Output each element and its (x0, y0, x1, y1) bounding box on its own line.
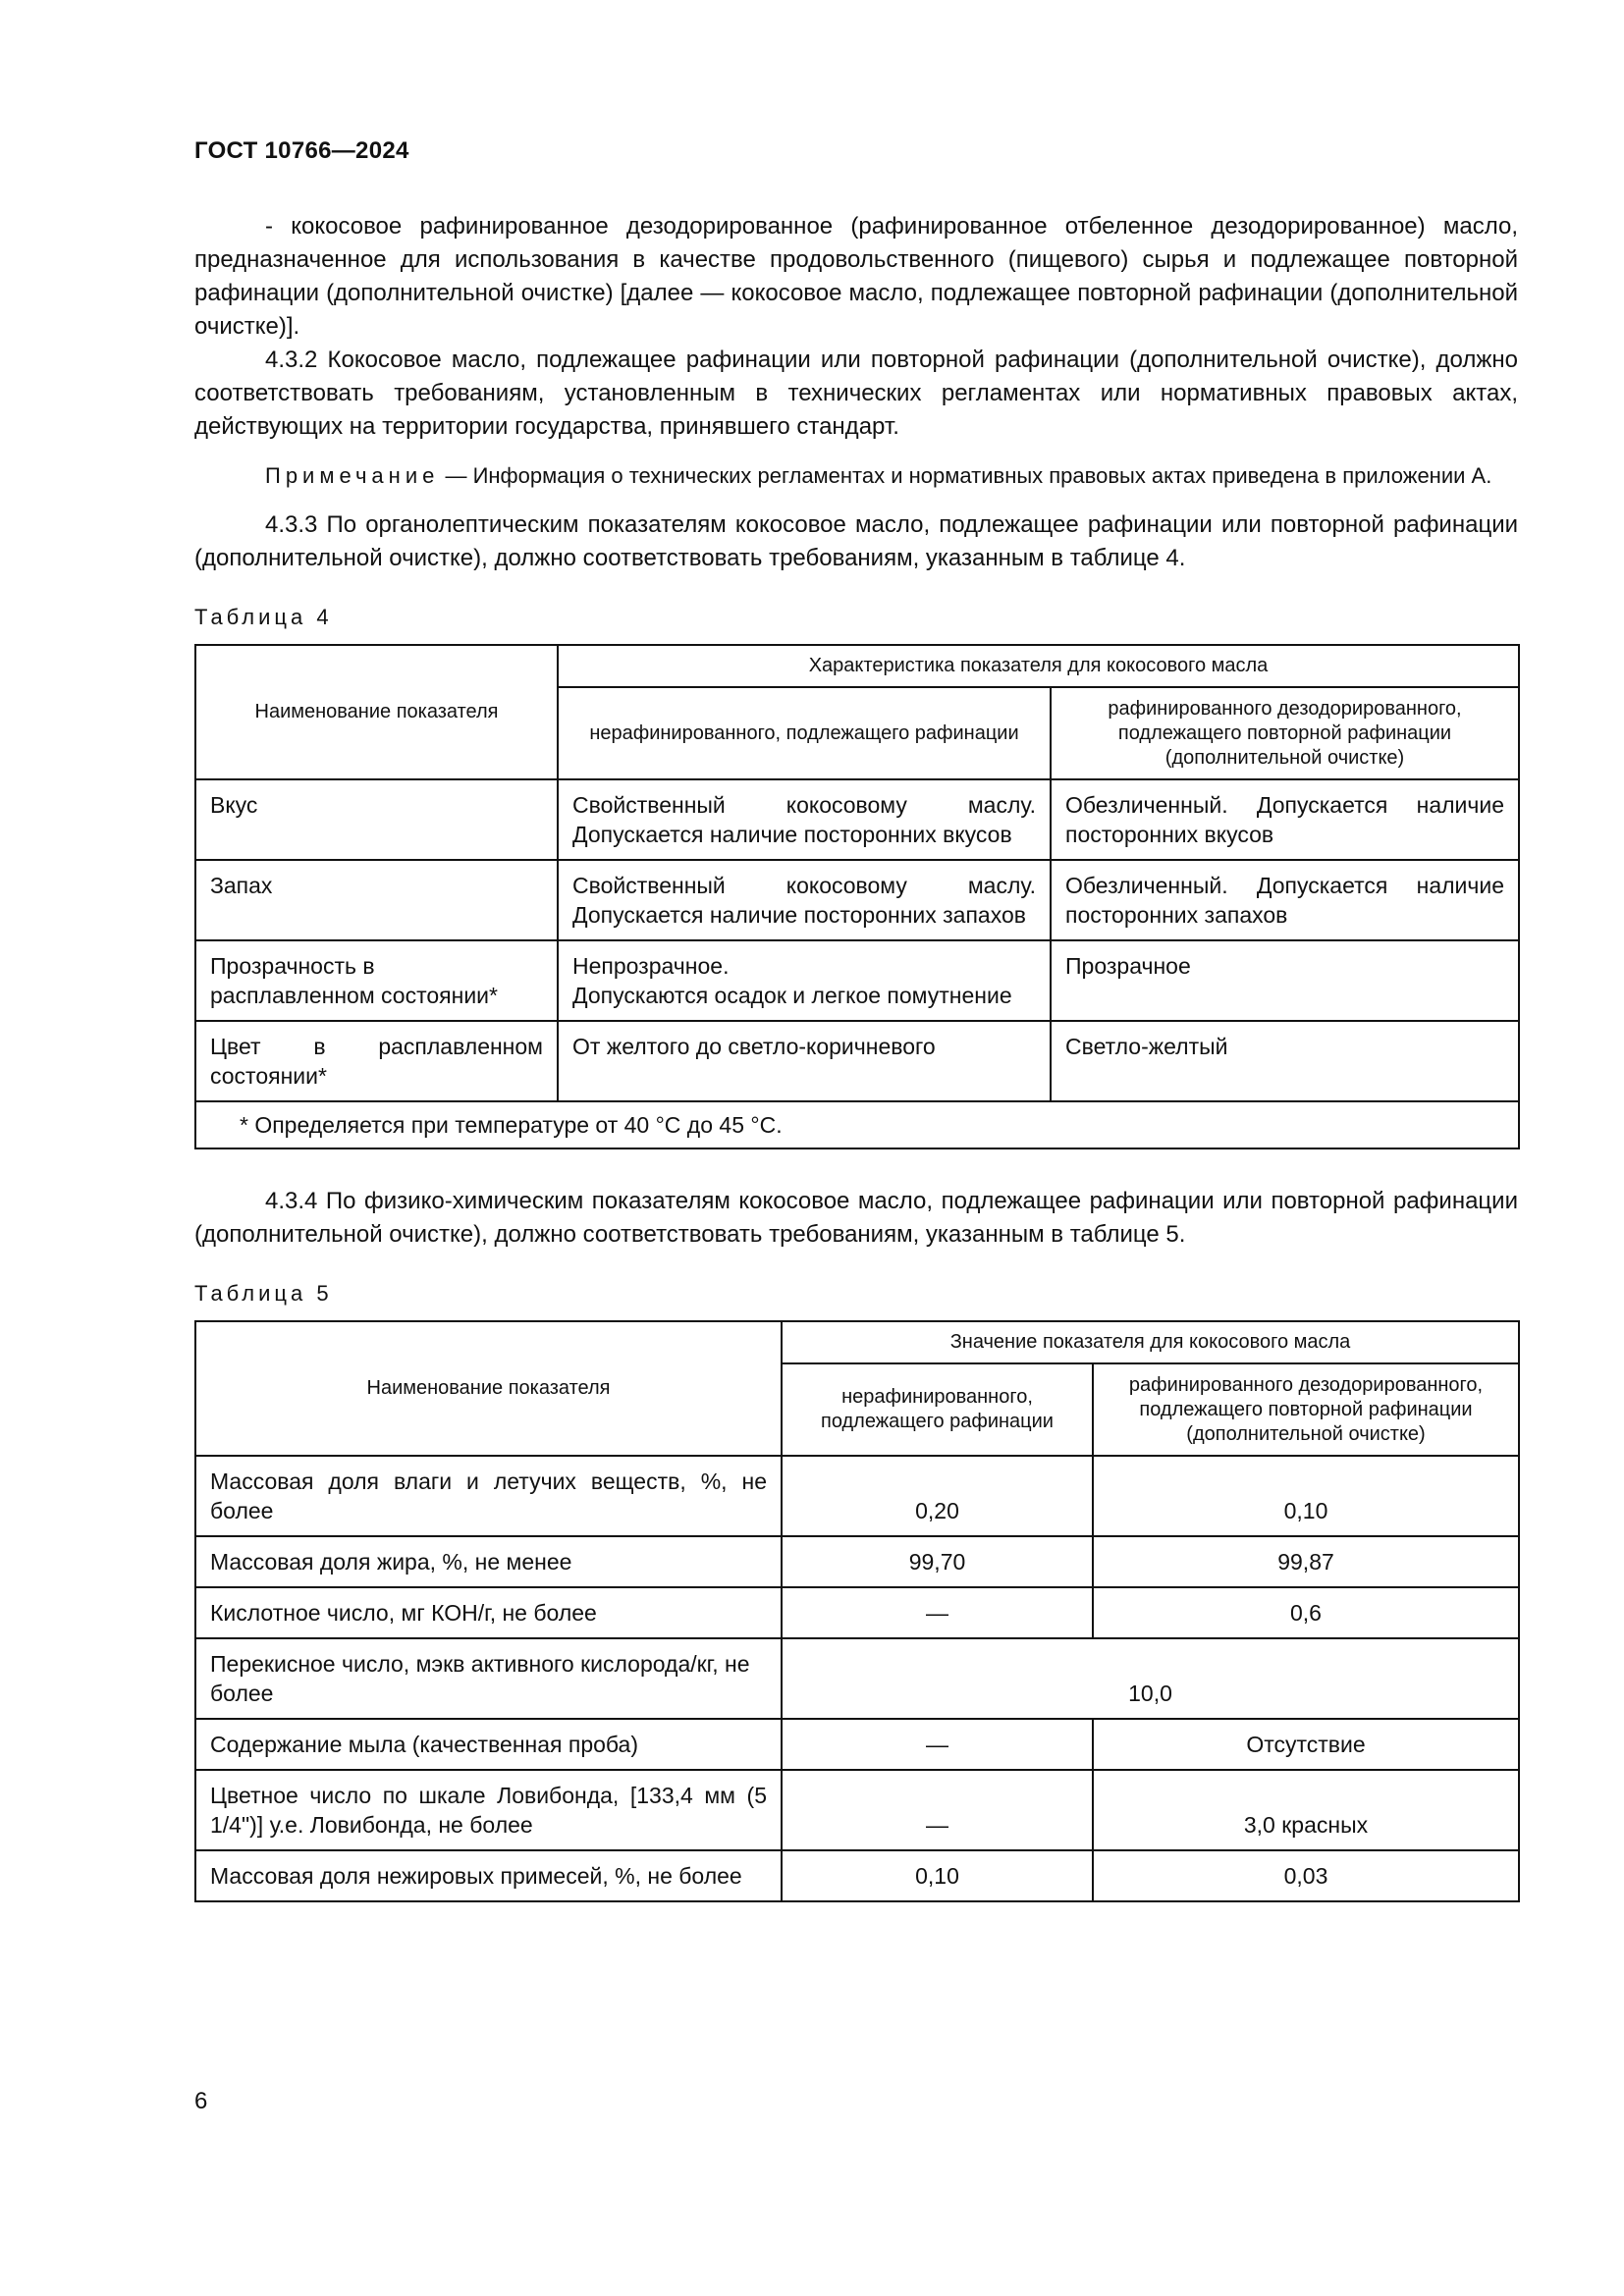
paragraph-list-item: - кокосовое рафинированное дезодорированное (рафинированное отбеленное дезодорированное) масло, предназначенное для использования в качестве продовольственного (пищевого) сырья и подлежащее повторной рафинации (дополнительной очистке) [далее — кокосовое масло, подлежащее повторной рафинации (дополнительной очистке)]. (194, 213, 1518, 340)
table-4-header-group: Характеристика показателя для кокосового масла (558, 645, 1519, 687)
table-row (195, 940, 1519, 1021)
cell-unrefined: — (782, 1770, 1093, 1850)
cell-name: Цветное число по шкале Ловибонда, [133,4 мм (5 1/4")] у.е. Ловибонда, не более (195, 1770, 782, 1850)
cell-name: Вкус (195, 779, 558, 860)
table-row (195, 779, 1519, 860)
cell-name: Массовая доля влаги и летучих веществ, %, не более (195, 1456, 782, 1536)
table-row (195, 1021, 1519, 1101)
cell-refined: 99,87 (1093, 1536, 1519, 1587)
page-number: 6 (194, 2088, 208, 2114)
cell-merged: 10,0 (782, 1638, 1519, 1719)
table-5-caption: Таблица 5 (194, 1281, 333, 1306)
note-label: Примечание (265, 463, 440, 488)
table-row (195, 1456, 1519, 1536)
paragraph-4-3-4: 4.3.4 По физико-химическим показателям кокосовое масло, подлежащее рафинации или повторной рафинации (дополнительной очистке), должно соответствовать требованиям, указанным в таблице 5. (194, 1188, 1518, 1248)
note-text: — Информация о технических регламентах и нормативных правовых актах приведена в приложении А. (439, 463, 1492, 488)
cell-unrefined: 0,20 (782, 1456, 1093, 1536)
table-4-header-unrefined: нерафинированного, подлежащего рафинации (558, 687, 1051, 779)
cell-refined: 0,03 (1093, 1850, 1519, 1901)
table-4-header-name: Наименование показателя (195, 645, 558, 779)
table-5-header-name: Наименование показателя (195, 1321, 782, 1456)
paragraph-4-3-2: 4.3.2 Кокосовое масло, подлежащее рафинации или повторной рафинации (дополнительной очистке), должно соответствовать требованиям, установленным в технических регламентах или нормативных правовых актах, действующих на территории государства, принявшего стандарт. (194, 347, 1518, 440)
cell-name: Запах (195, 860, 558, 940)
table-row (195, 1587, 1519, 1638)
table-footnote-row (195, 1101, 1519, 1148)
cell-name: Кислотное число, мг КОН/г, не более (195, 1587, 782, 1638)
cell-refined: 3,0 красных (1093, 1770, 1519, 1850)
table-5 (194, 1320, 1520, 1902)
cell-name: Прозрачность в расплавленном состоянии* (195, 940, 558, 1021)
cell-unrefined-line-1: Непрозрачное. (572, 953, 730, 979)
cell-name: Содержание мыла (качественная проба) (195, 1719, 782, 1770)
cell-refined: Светло-желтый (1051, 1021, 1519, 1101)
table-row (195, 1638, 1519, 1719)
cell-refined: Обезличенный. Допускается наличие посторонних вкусов (1051, 779, 1519, 860)
cell-unrefined: Свойственный кокосовому маслу. Допускается наличие посторонних запахов (558, 860, 1051, 940)
table-row (195, 860, 1519, 940)
paragraph-4-3-3: 4.3.3 По органолептическим показателям кокосовое масло, подлежащее рафинации или повторной рафинации (дополнительной очистке), должно соответствовать требованиям, указанным в таблице 4. (194, 511, 1518, 571)
cell-name: Цвет в расплавленном состоянии* (195, 1021, 558, 1101)
cell-refined: Обезличенный. Допускается наличие посторонних запахов (1051, 860, 1519, 940)
cell-refined: 0,10 (1093, 1456, 1519, 1536)
table-4 (194, 644, 1520, 1149)
table-5-header-refined: рафинированного дезодорированного, подлежащего повторной рафинации (дополнительной очистке) (1093, 1363, 1519, 1456)
cell-refined: Отсутствие (1093, 1719, 1519, 1770)
table-4-header-refined: рафинированного дезодорированного, подлежащего повторной рафинации (дополнительной очистке) (1051, 687, 1519, 779)
table-4-footnote: * Определяется при температуре от 40 °С до 45 °С. (195, 1101, 1519, 1148)
cell-unrefined: Свойственный кокосовому маслу. Допускается наличие посторонних вкусов (558, 779, 1051, 860)
document-header: ГОСТ 10766—2024 (194, 137, 409, 164)
cell-refined: 0,6 (1093, 1587, 1519, 1638)
cell-unrefined-line-2: Допускаются осадок и легкое помутнение (572, 983, 1012, 1008)
note (194, 461, 1518, 491)
cell-unrefined: 0,10 (782, 1850, 1093, 1901)
table-5-header-unrefined: нерафинированного, подлежащего рафинации (782, 1363, 1093, 1456)
cell-name: Перекисное число, мэкв активного кислорода/кг, не более (195, 1638, 782, 1719)
cell-unrefined (558, 940, 1051, 1021)
table-row (195, 1719, 1519, 1770)
table-row (195, 1536, 1519, 1587)
document-page (194, 137, 1518, 1902)
cell-unrefined: — (782, 1719, 1093, 1770)
table-row (195, 1770, 1519, 1850)
table-5-header-group: Значение показателя для кокосового масла (782, 1321, 1519, 1363)
cell-name: Массовая доля нежировых примесей, %, не более (195, 1850, 782, 1901)
table-4-caption: Таблица 4 (194, 605, 333, 629)
cell-name: Массовая доля жира, %, не менее (195, 1536, 782, 1587)
cell-unrefined: От желтого до светло-коричневого (558, 1021, 1051, 1101)
cell-refined: Прозрачное (1051, 940, 1519, 1021)
table-row (195, 1850, 1519, 1901)
cell-unrefined: 99,70 (782, 1536, 1093, 1587)
cell-unrefined: — (782, 1587, 1093, 1638)
